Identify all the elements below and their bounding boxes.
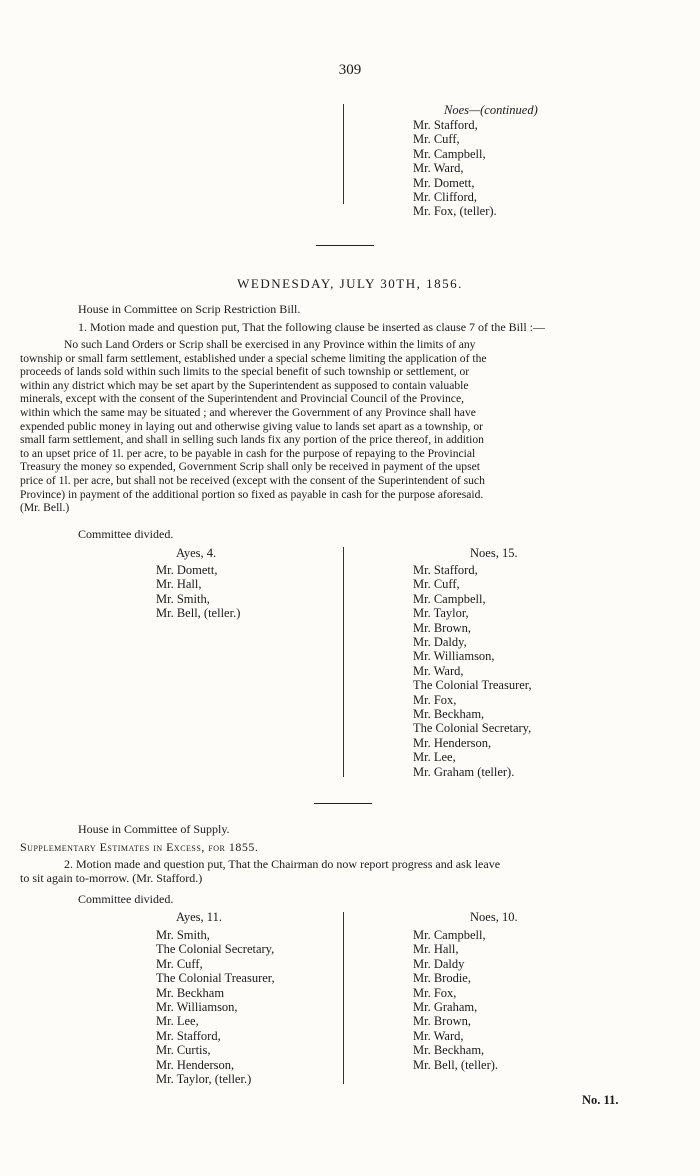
clause-line: township or small farm settlement, established under a special scheme limiting the application of the: [20, 351, 487, 365]
committee-divided: Committee divided.: [78, 892, 174, 906]
member-name: Mr. Taylor, (teller.): [156, 1072, 252, 1087]
clause-line: within which the same may be situated ; and wherever the Government of any Province shall have: [20, 405, 476, 419]
member-name: Mr. Campbell,: [413, 591, 486, 606]
clause-line: to an upset price of 1l. per acre, to be payable in cash for the purpose of repaying to the Provincial: [20, 446, 476, 460]
member-name: Mr. Taylor,: [413, 606, 469, 621]
motion-line: to sit again to-morrow. (Mr. Stafford.): [20, 870, 203, 885]
column-divider: [343, 104, 344, 204]
member-name: Mr. Bell, (teller.): [156, 606, 241, 621]
member-name: Mr. Campbell,: [413, 928, 486, 942]
member-name: Mr. Daldy: [413, 956, 465, 971]
member-name: The Colonial Secretary,: [413, 721, 532, 736]
member-name: Mr. Cuff,: [413, 132, 460, 147]
member-name: Mr. Williamson,: [413, 649, 495, 664]
noes-heading: Noes, 10.: [470, 910, 518, 924]
member-name: Mr. Lee,: [156, 1014, 199, 1029]
member-name: Mr. Henderson,: [156, 1057, 235, 1072]
column-divider: [343, 547, 344, 777]
member-name: Mr. Fox,: [413, 692, 457, 707]
member-name: Mr. Beckham,: [413, 707, 485, 722]
member-name: Mr. Williamson,: [156, 1000, 238, 1015]
member-name: Mr. Stafford,: [156, 1028, 221, 1043]
member-name: Mr. Ward,: [413, 161, 464, 176]
clause-line: Treasury the money so expended, Government Scrip shall only be received in payment of the upset: [20, 460, 480, 474]
house-line: House in Committee of Supply.: [78, 822, 230, 836]
member-name: Mr. Henderson,: [413, 735, 492, 750]
section-rule: [314, 803, 372, 804]
ayes-list: [156, 928, 275, 1086]
date-heading: WEDNESDAY, JULY 30TH, 1856.: [237, 276, 463, 291]
member-name: Mr. Curtis,: [156, 1043, 211, 1058]
noes-list: [413, 928, 498, 1072]
motion-line: 2. Motion made and question put, That the Chairman do now report progress and ask leave: [64, 857, 501, 871]
member-name: Mr. Stafford,: [413, 118, 478, 132]
ayes-heading: Ayes, 11.: [176, 910, 222, 924]
member-name: Mr. Smith,: [156, 591, 210, 606]
clause-line: proceeds of lands sold within such limits to the special benefit of such township or settlement, or: [20, 365, 470, 379]
member-name: Mr. Campbell,: [413, 146, 486, 161]
clause-text: [20, 338, 668, 515]
ayes-heading: Ayes, 4.: [176, 546, 217, 560]
member-name: Mr. Graham,: [413, 1000, 478, 1015]
clause-line: Province) in payment of the additional portion so fixed as payable in cash for the purpose aforesaid.: [20, 487, 484, 501]
member-name: Mr. Smith,: [156, 928, 210, 942]
clause-line: (Mr. Bell.): [20, 501, 70, 515]
member-name: Mr. Beckham,: [413, 1043, 485, 1058]
member-name: Mr. Fox,: [413, 985, 457, 1000]
member-name: Mr. Fox, (teller).: [413, 204, 497, 219]
member-name: The Colonial Treasurer,: [413, 678, 532, 693]
signature-marker: No. 11.: [582, 1093, 619, 1107]
member-name: Mr. Cuff,: [413, 577, 460, 592]
top-noes-list: [413, 118, 497, 219]
noes-heading: Noes, 15.: [470, 546, 518, 560]
member-name: Mr. Clifford,: [413, 190, 478, 205]
motion-text: [20, 858, 668, 885]
column-divider: [343, 912, 344, 1084]
member-name: Mr. Graham (teller).: [413, 764, 515, 779]
member-name: Mr. Hall,: [413, 942, 459, 957]
member-name: Mr. Hall,: [156, 577, 202, 592]
clause-line: expended public money in laying out and otherwise giving value to lands set apart as a township, or: [20, 419, 484, 433]
house-line: House in Committee on Scrip Restriction Bill.: [78, 302, 301, 316]
member-name: Mr. Domett,: [156, 563, 218, 577]
section-rule: [316, 245, 374, 246]
committee-divided: Committee divided.: [78, 527, 174, 541]
member-name: Mr. Bell, (teller).: [413, 1057, 499, 1072]
member-name: Mr. Lee,: [413, 750, 456, 765]
member-name: Mr. Brown,: [413, 620, 471, 635]
page-number: 309: [338, 62, 362, 78]
member-name: Mr. Domett,: [413, 175, 475, 190]
member-name: Mr. Cuff,: [156, 956, 203, 971]
motion-line: 1. Motion made and question put, That the following clause be inserted as clause 7 of the Bill :—: [78, 320, 546, 334]
member-name: Mr. Daldy,: [413, 635, 467, 650]
member-name: Mr. Ward,: [413, 663, 464, 678]
member-name: Mr. Beckham: [156, 985, 225, 1000]
noes-list: [413, 563, 532, 779]
clause-line: minerals, except with the consent of the Superintendent and Provincial Council of the Province,: [20, 392, 464, 406]
member-name: Mr. Ward,: [413, 1028, 464, 1043]
estimates-heading: Supplementary Estimates in Excess, for 1855.: [20, 840, 259, 854]
member-name: Mr. Brodie,: [413, 971, 471, 986]
member-name: The Colonial Secretary,: [156, 942, 275, 957]
ayes-list: [156, 563, 240, 621]
clause-line: within any district which may be set apart by the Superintendent as supposed to contain valuable: [20, 378, 469, 392]
clause-line: price of 1l. per acre, but shall not be received (except with the consent of the Superintendent of such: [20, 473, 485, 487]
clause-line: No such Land Orders or Scrip shall be exercised in any Province within the limits of any: [64, 338, 476, 351]
member-name: Mr. Stafford,: [413, 563, 478, 577]
member-name: The Colonial Treasurer,: [156, 971, 275, 986]
clause-line: small farm settlement, and shall in selling such lands fix any portion of the price thereof, in addition: [20, 433, 484, 447]
top-noes-heading: Noes—(continued): [444, 103, 538, 117]
member-name: Mr. Brown,: [413, 1014, 471, 1029]
